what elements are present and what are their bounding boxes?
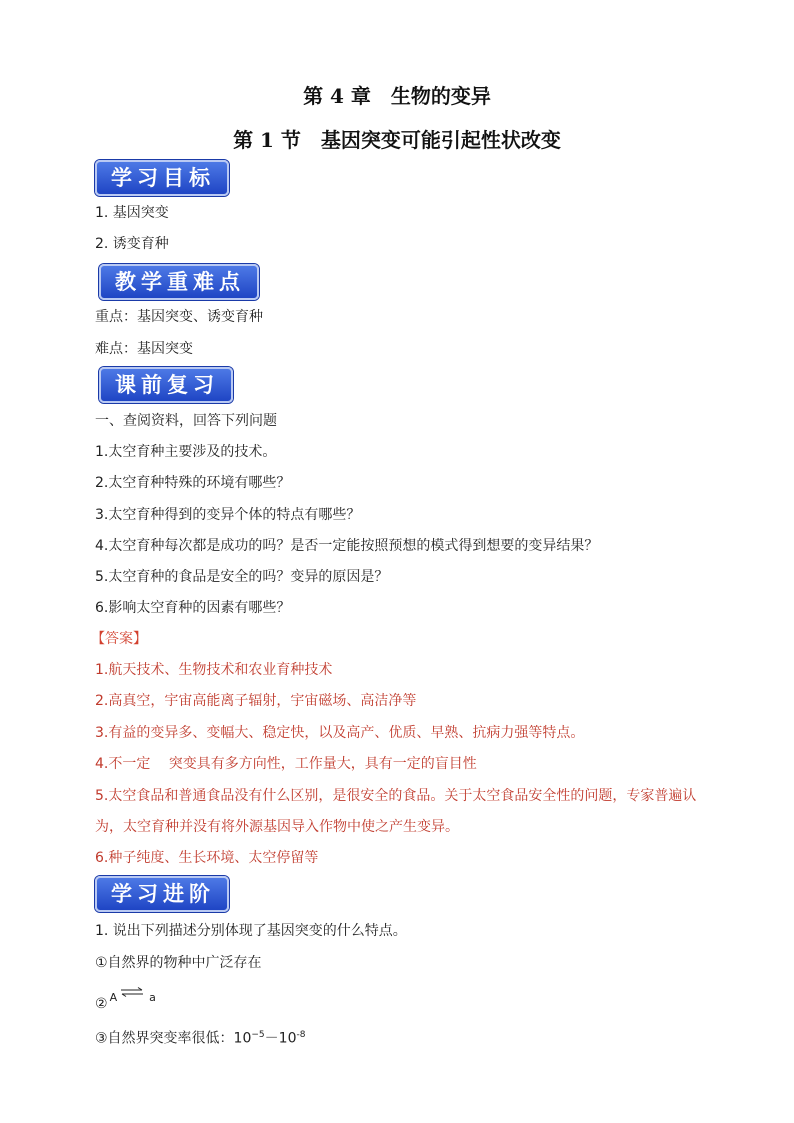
badge-pre-class-review: 课前复习 [99,367,233,403]
allele-recessive: a [149,991,156,1004]
advance-item: ①自然界的物种中广泛存在 [95,955,262,971]
advance-question: 1. 说出下列描述分别体现了基因突变的什么特点。 [95,923,407,939]
answer-item: 4.不一定 突变具有多方向性，工作量大，具有一定的盲目性 [95,756,477,772]
answer-item: 6.种子纯度、生长环境、太空停留等 [95,850,319,866]
item-marker: ② [95,996,108,1012]
review-question: 2.太空育种特殊的环境有哪些？ [95,475,291,491]
exponent: −5 [251,1030,265,1040]
answer-item: 2.高真空，宇宙高能离子辐射，宇宙磁场、高洁净等 [95,693,417,709]
review-question: 6.影响太空育种的因素有哪些？ [95,600,291,616]
reversible-arrows-icon [120,987,144,997]
answer-label: 【答案】 [91,631,147,647]
review-question: 3.太空育种得到的变异个体的特点有哪些？ [95,507,361,523]
goal-item: 2. 诱变育种 [95,236,169,252]
review-question: 1.太空育种主要涉及的技术。 [95,444,277,460]
mutation-rate-text: ③自然界突变率很低：10 [95,1030,252,1047]
review-question: 5.太空育种的食品是安全的吗？变异的原因是？ [95,569,389,585]
key-point-difficult: 难点：基因突变 [95,341,193,357]
exponent: -8 [296,1030,306,1040]
key-point-important: 重点：基因突变、诱变育种 [95,309,263,325]
advance-item-allele [95,991,156,1014]
mutation-rate-text: －10 [264,1030,297,1047]
answer-item: 1.航天技术、生物技术和农业育种技术 [95,662,333,678]
review-question: 4.太空育种每次都是成功的吗？是否一定能按照预想的模式得到想要的变异结果？ [95,538,599,554]
section-title: 第 1 节 基因突变可能引起性状改变 [233,128,561,152]
badge-key-points: 教学重难点 [99,264,259,300]
allele-dominant: A [109,991,118,1004]
goal-item: 1. 基因突变 [95,205,169,221]
answer-item: 为，太空育种并没有将外源基因导入作物中使之产生变异。 [95,819,459,835]
badge-advanced-learning: 学习进阶 [95,876,229,912]
badge-learning-goals: 学习目标 [95,160,229,196]
review-intro: 一、查阅资料，回答下列问题 [95,413,277,429]
chapter-title: 第 4 章 生物的变异 [303,84,491,108]
answer-item: 3.有益的变异多、变幅大、稳定快，以及高产、优质、早熟、抗病力强等特点。 [95,725,585,741]
advance-item-mutation-rate [95,1025,305,1049]
answer-item: 5.太空食品和普通食品没有什么区别，是很安全的食品。关于太空食品安全性的问题，专家普遍认 [95,788,697,804]
